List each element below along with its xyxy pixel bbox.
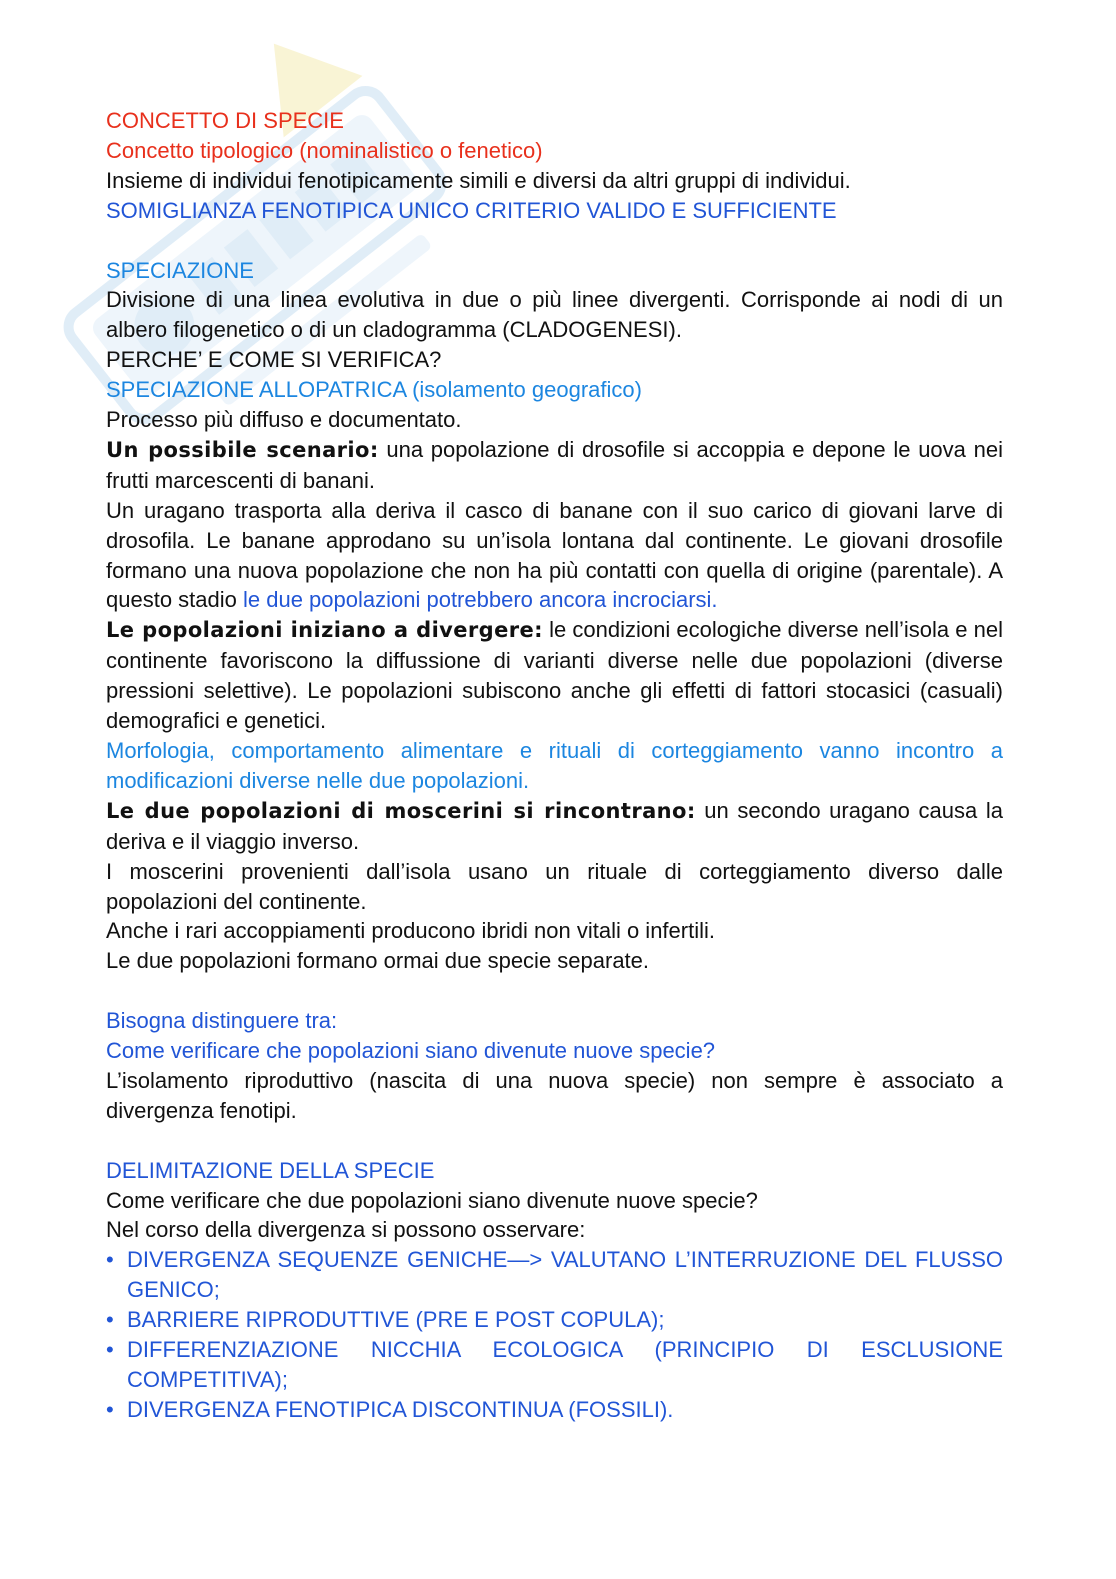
scenario-label: Un possibile scenario: [106, 437, 379, 462]
criterion-heading: SOMIGLIANZA FENOTIPICA UNICO CRITERIO VALIDO E SUFFICIENTE [106, 197, 837, 223]
spacer [106, 976, 1003, 1006]
delimitazione-question: Come verificare che due popolazioni siano divenute nuove specie? [106, 1187, 758, 1213]
hurricane-paragraph [106, 496, 1003, 616]
bullet-icon: • [106, 1307, 114, 1333]
scenario-text: una popolazione di drosofile si accoppia e depone le uova nei frutti marcescenti di banani. [106, 436, 1003, 493]
isolation-paragraph: L’isolamento riproduttivo (nascita di una nuova specie) non sempre è associato a divergenza fenotipi. [106, 1067, 1003, 1123]
ritual-paragraph: I moscerini provenienti dall’isola usano un rituale di corteggiamento diverso dalle popolazioni del continente. [106, 858, 1003, 914]
hurricane-blue-text: le due popolazioni potrebbero ancora incrociarsi. [243, 587, 718, 613]
heading-allopatrica [106, 375, 1003, 405]
list-item [106, 1395, 1003, 1425]
hybrids-paragraph: Anche i rari accoppiamenti producono ibridi non vitali o infertili. [106, 918, 715, 944]
bullet-icon: • [106, 1247, 114, 1273]
meet-label: Le due popolazioni di moscerini si rincontrano: [106, 798, 696, 823]
document-page [106, 106, 1003, 1425]
process-text: Processo più diffuso e documentato. [106, 407, 462, 433]
meet-text: un secondo uragano causa la deriva e il viaggio inverso. [106, 797, 1003, 854]
list-item [106, 1335, 1003, 1395]
list-item-text: DIVERGENZA SEQUENZE GENICHE—> VALUTANO L’INTERRUZIONE DEL FLUSSO GENICO; [127, 1247, 1003, 1303]
scenario-paragraph [106, 435, 1003, 496]
bullet-icon: • [106, 1396, 114, 1422]
spacer [106, 1126, 1003, 1156]
distinguish-question: Come verificare che popolazioni siano divenute nuove specie? [106, 1038, 716, 1064]
subtitle-concetto-tipologico: Concetto tipologico (nominalistico o fenetico) [106, 137, 543, 163]
separate-paragraph: Le due popolazioni formano ormai due specie separate. [106, 948, 650, 974]
list-item [106, 1245, 1003, 1305]
spacer [106, 226, 1003, 256]
section-title-speciazione: SPECIAZIONE [106, 257, 254, 283]
bullet-icon: • [106, 1337, 114, 1363]
diverge-text: le condizioni ecologiche diverse nell’isola e nel continente favoriscono la diffussione di varianti diverse nelle due popolazioni (diverse pressioni selettive). Le popolazioni subiscono anche gli effetti di fattori stocasici (casuali) demografici e genetici. [106, 617, 1003, 734]
meet-paragraph [106, 796, 1003, 857]
allopatric-title: SPECIAZIONE ALLOPATRICA [106, 377, 406, 403]
section-title-concetto: CONCETTO DI SPECIE [106, 108, 344, 133]
question-speciazione: PERCHE’ E COME SI VERIFICA? [106, 347, 442, 373]
diverge-label: Le popolazioni iniziano a divergere: [106, 618, 543, 643]
definition-speciazione: Divisione di una linea evolutiva in due o più linee divergenti. Corrisponde ai nodi di un albero filogenetico o di un cladogramma (CLADOGENESI). [106, 287, 1003, 343]
morphology-paragraph: Morfologia, comportamento alimentare e rituali di corteggiamento vanno incontro a modificazioni diverse nelle due popolazioni. [106, 738, 1003, 793]
list-item-text: DIVERGENZA FENOTIPICA DISCONTINUA (FOSSILI). [127, 1396, 674, 1422]
definition-concetto: Insieme di individui fenotipicamente simili e diversi da altri gruppi di individui. [106, 167, 851, 193]
delimitazione-bullet-list [106, 1245, 1003, 1424]
list-item-text: DIFFERENZIAZIONE NICCHIA ECOLOGICA (PRINCIPIO DI ESCLUSIONE COMPETITIVA); [127, 1337, 1003, 1393]
list-item [106, 1305, 1003, 1335]
delimitazione-intro: Nel corso della divergenza si possono osservare: [106, 1217, 586, 1243]
distinguish-line: Bisogna distinguere tra: [106, 1008, 338, 1034]
section-title-delimitazione: DELIMITAZIONE DELLA SPECIE [106, 1157, 435, 1183]
hurricane-text: Un uragano trasporta alla deriva il casco di banane con il suo carico di giovani larve di drosofila. Le banane approdano su un’isola lontana dal continente. Le giovani drosofile formano una nuova popolazione che non ha più contatti con quella di origine (parentale). A questo stadio [106, 497, 1003, 613]
allopatric-note: (isolamento geografico) [412, 377, 642, 403]
list-item-text: BARRIERE RIPRODUTTIVE (PRE E POST COPULA); [127, 1307, 665, 1333]
diverge-paragraph [106, 615, 1003, 736]
